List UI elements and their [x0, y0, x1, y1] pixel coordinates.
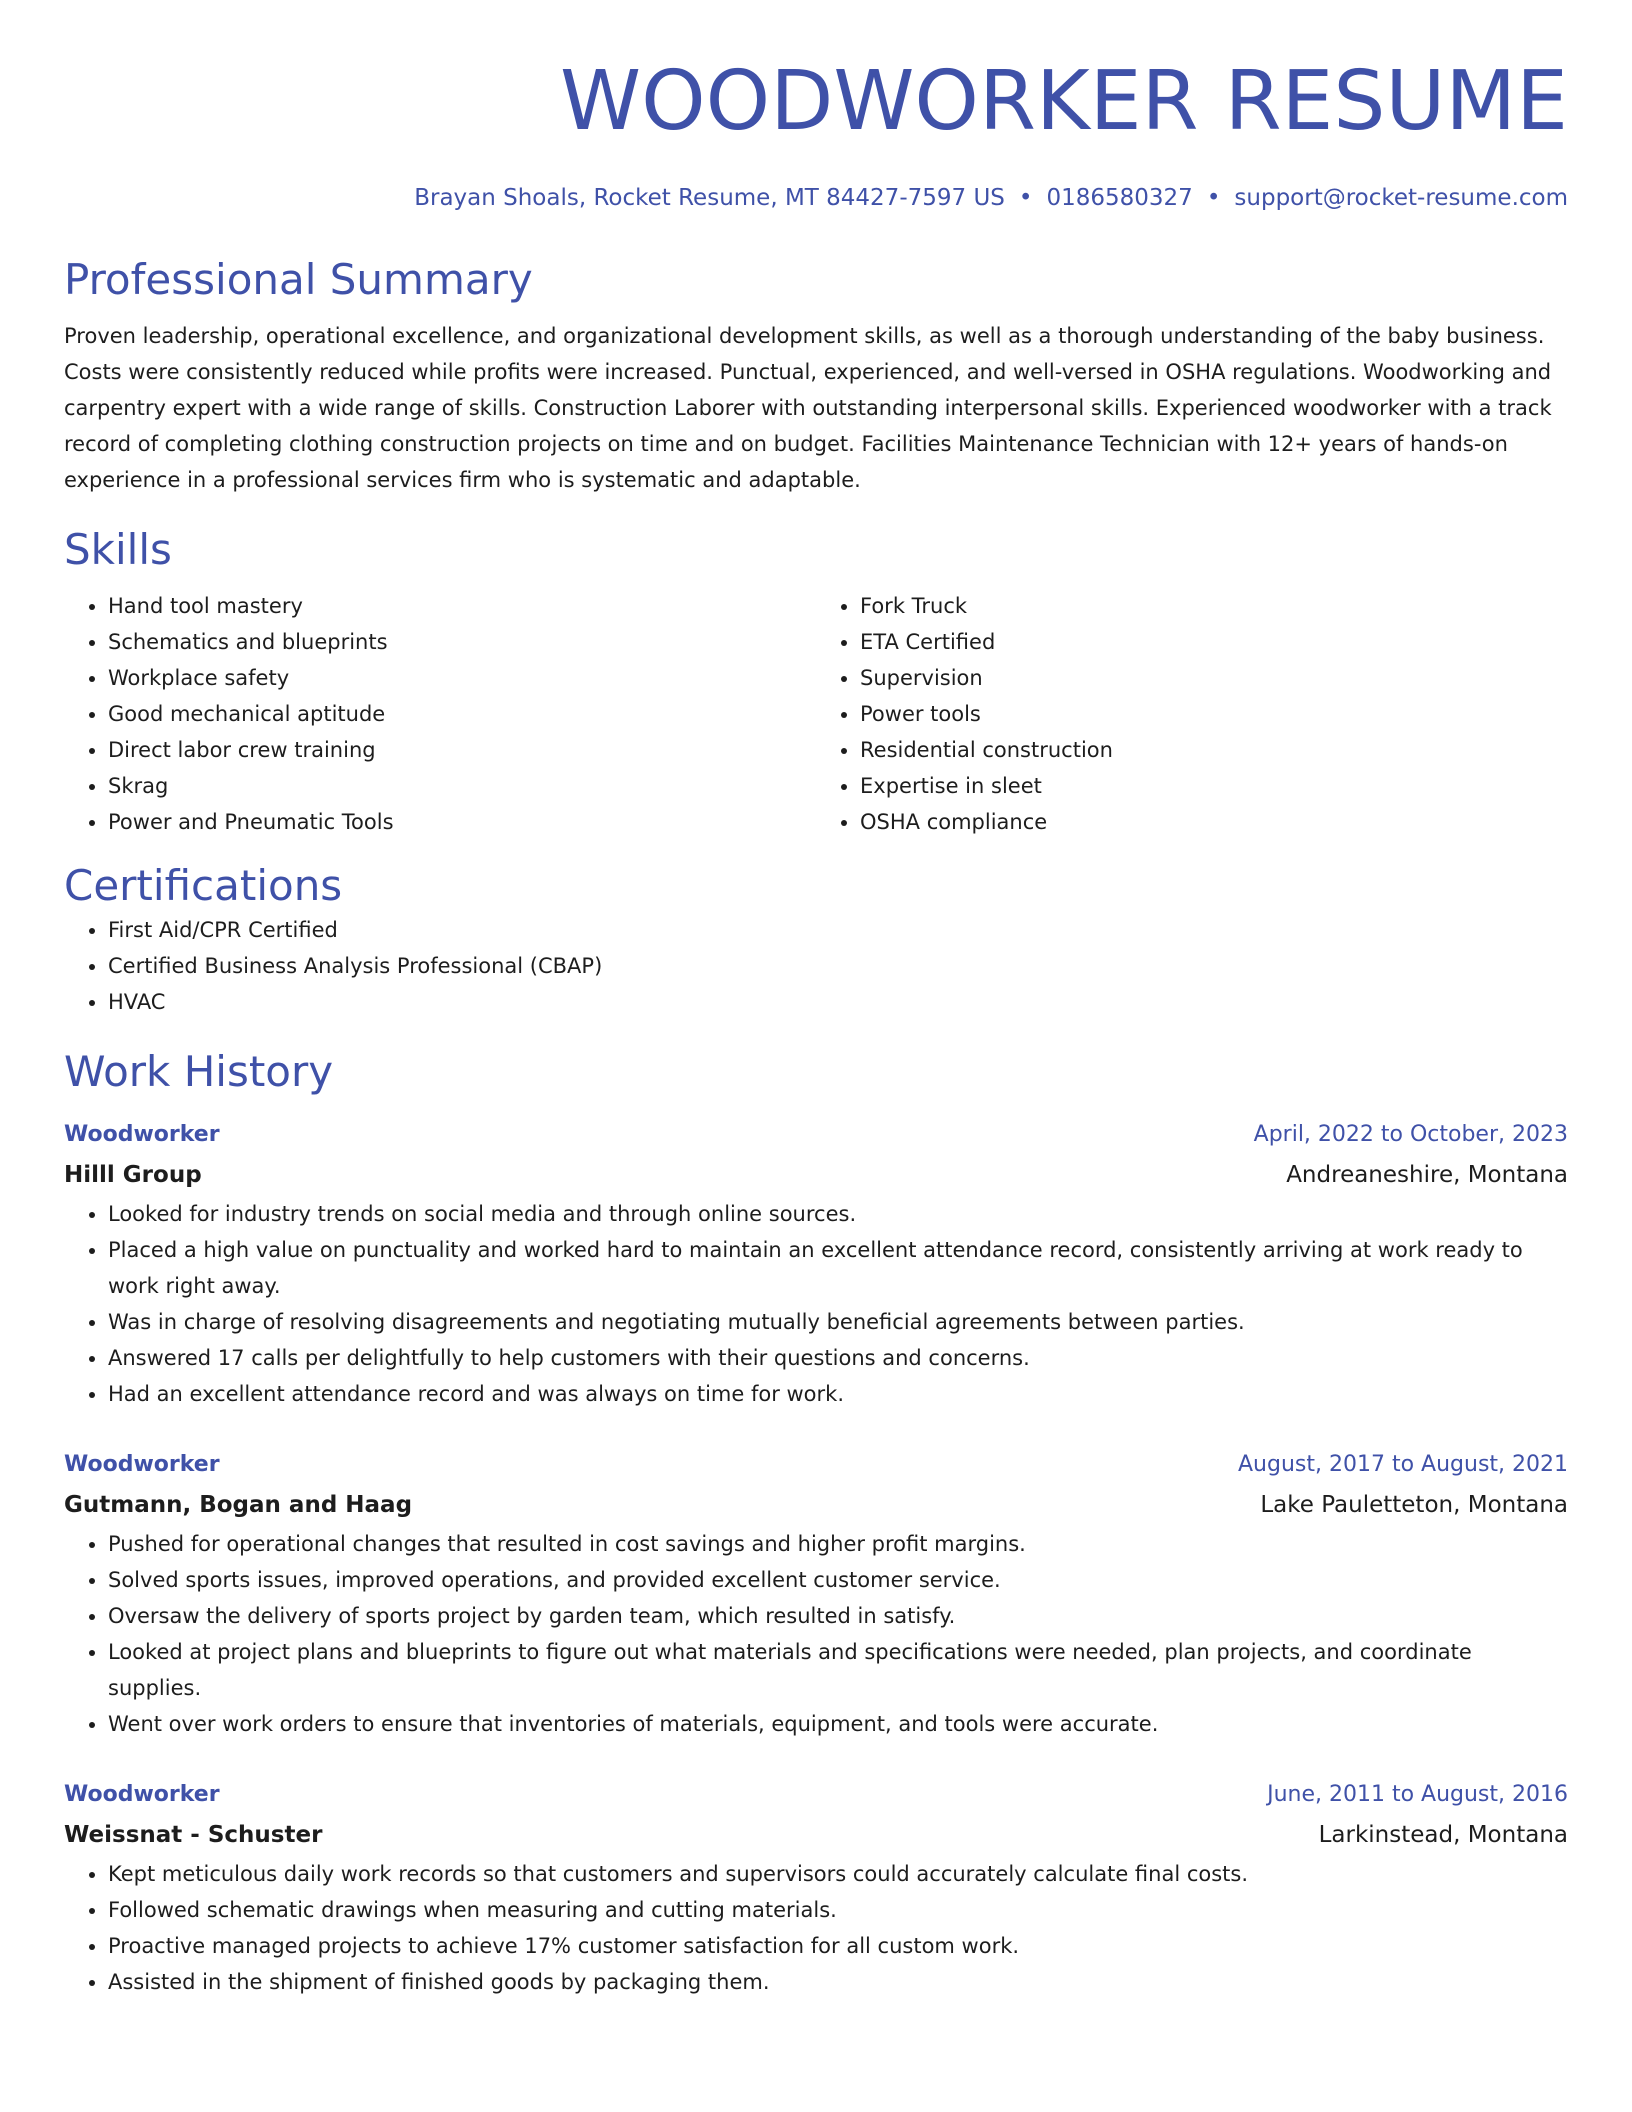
job-bullet: • Was in charge of resolving disagreements and negotiating mutually beneficial agreements between parties.	[108, 1304, 1568, 1340]
skill-item: • Expertise in sleet	[860, 768, 1568, 804]
contact-address: Brayan Shoals, Rocket Resume, MT 84427-7597 US	[414, 185, 1005, 211]
job-header-row	[64, 1446, 1568, 1484]
job-header-row	[64, 1776, 1568, 1814]
job-company-row	[64, 1484, 1568, 1526]
job-bullet: • Went over work orders to ensure that inventories of materials, equipment, and tools were accurate.	[108, 1706, 1568, 1742]
job-bullet: • Followed schematic drawings when measuring and cutting materials.	[108, 1892, 1568, 1928]
certifications-list	[64, 912, 1568, 1020]
job-bullet: • Assisted in the shipment of finished goods by packaging them.	[108, 1964, 1568, 2000]
contact-phone: 0186580327	[1046, 185, 1193, 211]
job-company-row	[64, 1814, 1568, 1856]
job-location: Andreaneshire, Montana	[1286, 1162, 1568, 1188]
job-bullet-list	[64, 1196, 1568, 1412]
job-entry	[64, 1446, 1568, 1742]
job-role: Woodworker	[64, 1452, 220, 1477]
job-bullet: • Answered 17 calls per delightfully to help customers with their questions and concerns.	[108, 1340, 1568, 1376]
job-dates: April, 2022 to October, 2023	[1253, 1122, 1568, 1147]
skill-item: • ETA Certified	[860, 624, 1568, 660]
skill-item: • Power tools	[860, 696, 1568, 732]
skills-list-right	[816, 588, 1568, 840]
summary-heading: Professional Summary	[64, 255, 533, 304]
job-bullet: • Proactive managed projects to achieve 17% customer satisfaction for all custom work.	[108, 1928, 1568, 1964]
job-dates: August, 2017 to August, 2021	[1238, 1452, 1568, 1477]
contact-email: support@rocket-resume.com	[1234, 185, 1568, 211]
job-company: Gutmann, Bogan and Haag	[64, 1492, 413, 1518]
skill-item: • Skrag	[108, 768, 816, 804]
job-bullet: • Had an excellent attendance record and was always on time for work.	[108, 1376, 1568, 1412]
job-dates: June, 2011 to August, 2016	[1267, 1782, 1568, 1807]
job-entry	[64, 1116, 1568, 1412]
job-company: Weissnat - Schuster	[64, 1822, 323, 1848]
job-entry	[64, 1776, 1568, 2000]
resume-page	[64, 0, 1568, 2000]
contact-line	[64, 182, 1568, 214]
skill-item: • Workplace safety	[108, 660, 816, 696]
job-bullet: • Looked for industry trends on social media and through online sources.	[108, 1196, 1568, 1232]
job-location: Lake Pauletteton, Montana	[1260, 1492, 1568, 1518]
job-bullet-list	[64, 1856, 1568, 2000]
certification-item: • First Aid/CPR Certified	[108, 912, 1568, 948]
job-location: Larkinstead, Montana	[1318, 1822, 1568, 1848]
skills-grid	[64, 588, 1568, 840]
contact-separator: •	[1018, 185, 1033, 211]
job-bullet: • Kept meticulous daily work records so that customers and supervisors could accurately calculate final costs.	[108, 1856, 1568, 1892]
skill-item: • OSHA compliance	[860, 804, 1568, 840]
job-bullet: • Placed a high value on punctuality and worked hard to maintain an excellent attendance record, consistently arriving at work ready to work right away.	[108, 1232, 1568, 1304]
skill-item: • Power and Pneumatic Tools	[108, 804, 816, 840]
skill-item: • Fork Truck	[860, 588, 1568, 624]
skill-item: • Schematics and blueprints	[108, 624, 816, 660]
skill-item: • Good mechanical aptitude	[108, 696, 816, 732]
resume-title: WOODWORKER RESUME	[560, 54, 1568, 149]
skills-list-left	[64, 588, 816, 840]
skill-item: • Residential construction	[860, 732, 1568, 768]
job-bullet-list	[64, 1526, 1568, 1742]
job-header-row	[64, 1116, 1568, 1154]
certification-item: • Certified Business Analysis Professional (CBAP)	[108, 948, 1568, 984]
certifications-heading: Certifications	[64, 861, 343, 910]
job-role: Woodworker	[64, 1782, 220, 1807]
skills-heading: Skills	[64, 525, 172, 574]
job-bullet: • Oversaw the delivery of sports project by garden team, which resulted in satisfy.	[108, 1598, 1568, 1634]
job-role: Woodworker	[64, 1122, 220, 1147]
skill-item: • Hand tool mastery	[108, 588, 816, 624]
job-bullet: • Solved sports issues, improved operations, and provided excellent customer service.	[108, 1562, 1568, 1598]
job-company: Hilll Group	[64, 1162, 202, 1188]
skill-item: • Supervision	[860, 660, 1568, 696]
job-bullet: • Pushed for operational changes that resulted in cost savings and higher profit margins.	[108, 1526, 1568, 1562]
job-company-row	[64, 1154, 1568, 1196]
skill-item: • Direct labor crew training	[108, 732, 816, 768]
contact-separator: •	[1206, 185, 1221, 211]
summary-text: Proven leadership, operational excellence, and organizational development skills, as well as a thorough understanding of the baby business. Costs were consistently reduced while profits were increased. Punctual, experienced, and well-versed in OSHA regulations. Woodworking and carpentry expert with a wide range of skills. Construction Laborer with outstanding interpersonal skills. Experienced woodworker with a track record of completing clothing construction projects on time and on budget. Facilities Maintenance Technician with 12+ years of hands-on experience in a professional services firm who is systematic and adaptable.	[64, 324, 1552, 492]
certification-item: • HVAC	[108, 984, 1568, 1020]
job-bullet: • Looked at project plans and blueprints to figure out what materials and specifications were needed, plan projects, and coordinate supplies.	[108, 1634, 1568, 1706]
work-history-heading: Work History	[64, 1047, 334, 1096]
